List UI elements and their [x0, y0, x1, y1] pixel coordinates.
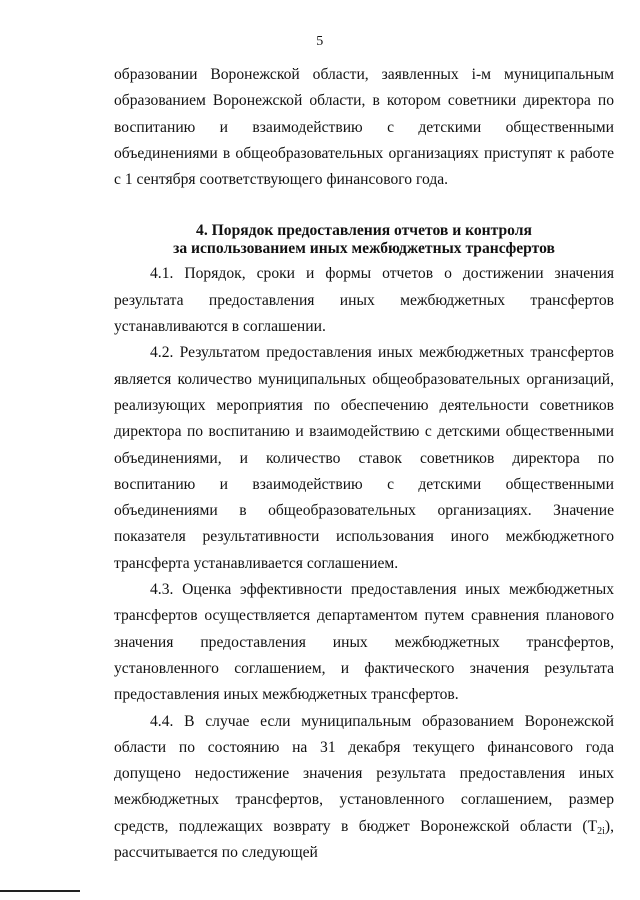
paragraph-4-4-text: 4.4. В случае если муниципальным образованием Воронежской области по состоянию на 31 декабря текущего финансового года допущено недостижение значения результата предоставления иных межбюджетных трансфертов, установленного соглашением, размер средств, подлежащих возврату в бюджет Воронежской области (Т [114, 712, 614, 835]
section-heading-line-1: 4. Порядок предоставления отчетов и контроля [196, 222, 532, 240]
paragraph-4-4 [114, 709, 614, 867]
paragraph-4-1: 4.1. Порядок, сроки и формы отчетов о достижении значения результата предоставления иных межбюджетных трансфертов устанавливаются в соглашении. [114, 265, 614, 336]
footnote-separator [0, 890, 80, 892]
paragraph-4-3: 4.3. Оценка эффективности предоставления иных межбюджетных трансфертов осуществляется департаментом путем сравнения планового значения предоставления иных межбюджетных трансфертов, установленного соглашением, и фактического значения результата предоставления иных межбюджетных трансфертов. [114, 581, 614, 704]
paragraph-4-2: 4.2. Результатом предоставления иных межбюджетных трансфертов является количество муниципальных общеобразовательных организаций, реализующих мероприятия по обеспечению деятельности советников директора по воспитанию и взаимодействию с детскими общественными объединениями, и количество ставок советников директора по воспитанию и взаимодействию с детскими общественными объединениями в общеобразовательных организациях. Значение показателя результативности использования иного межбюджетного трансферта устанавливается соглашением. [114, 344, 614, 572]
paragraph-4-4-text-end: ), рассчитывается по следующей [114, 817, 614, 862]
section-heading [114, 222, 614, 258]
document-body [114, 62, 614, 866]
continuation-paragraph: образовании Воронежской области, заявленных i-м муниципальным образованием Воронежской области, в котором советники директора по воспитанию и взаимодействию с детскими общественными объединениями в общеобразовательных организациях приступят к работе с 1 сентября соответствующего финансового года. [114, 66, 614, 189]
section-heading-line-2: за использованием иных межбюджетных трансфертов [173, 240, 555, 258]
page-number: 5 [316, 34, 324, 49]
formula-subscript: 2i [597, 825, 605, 837]
